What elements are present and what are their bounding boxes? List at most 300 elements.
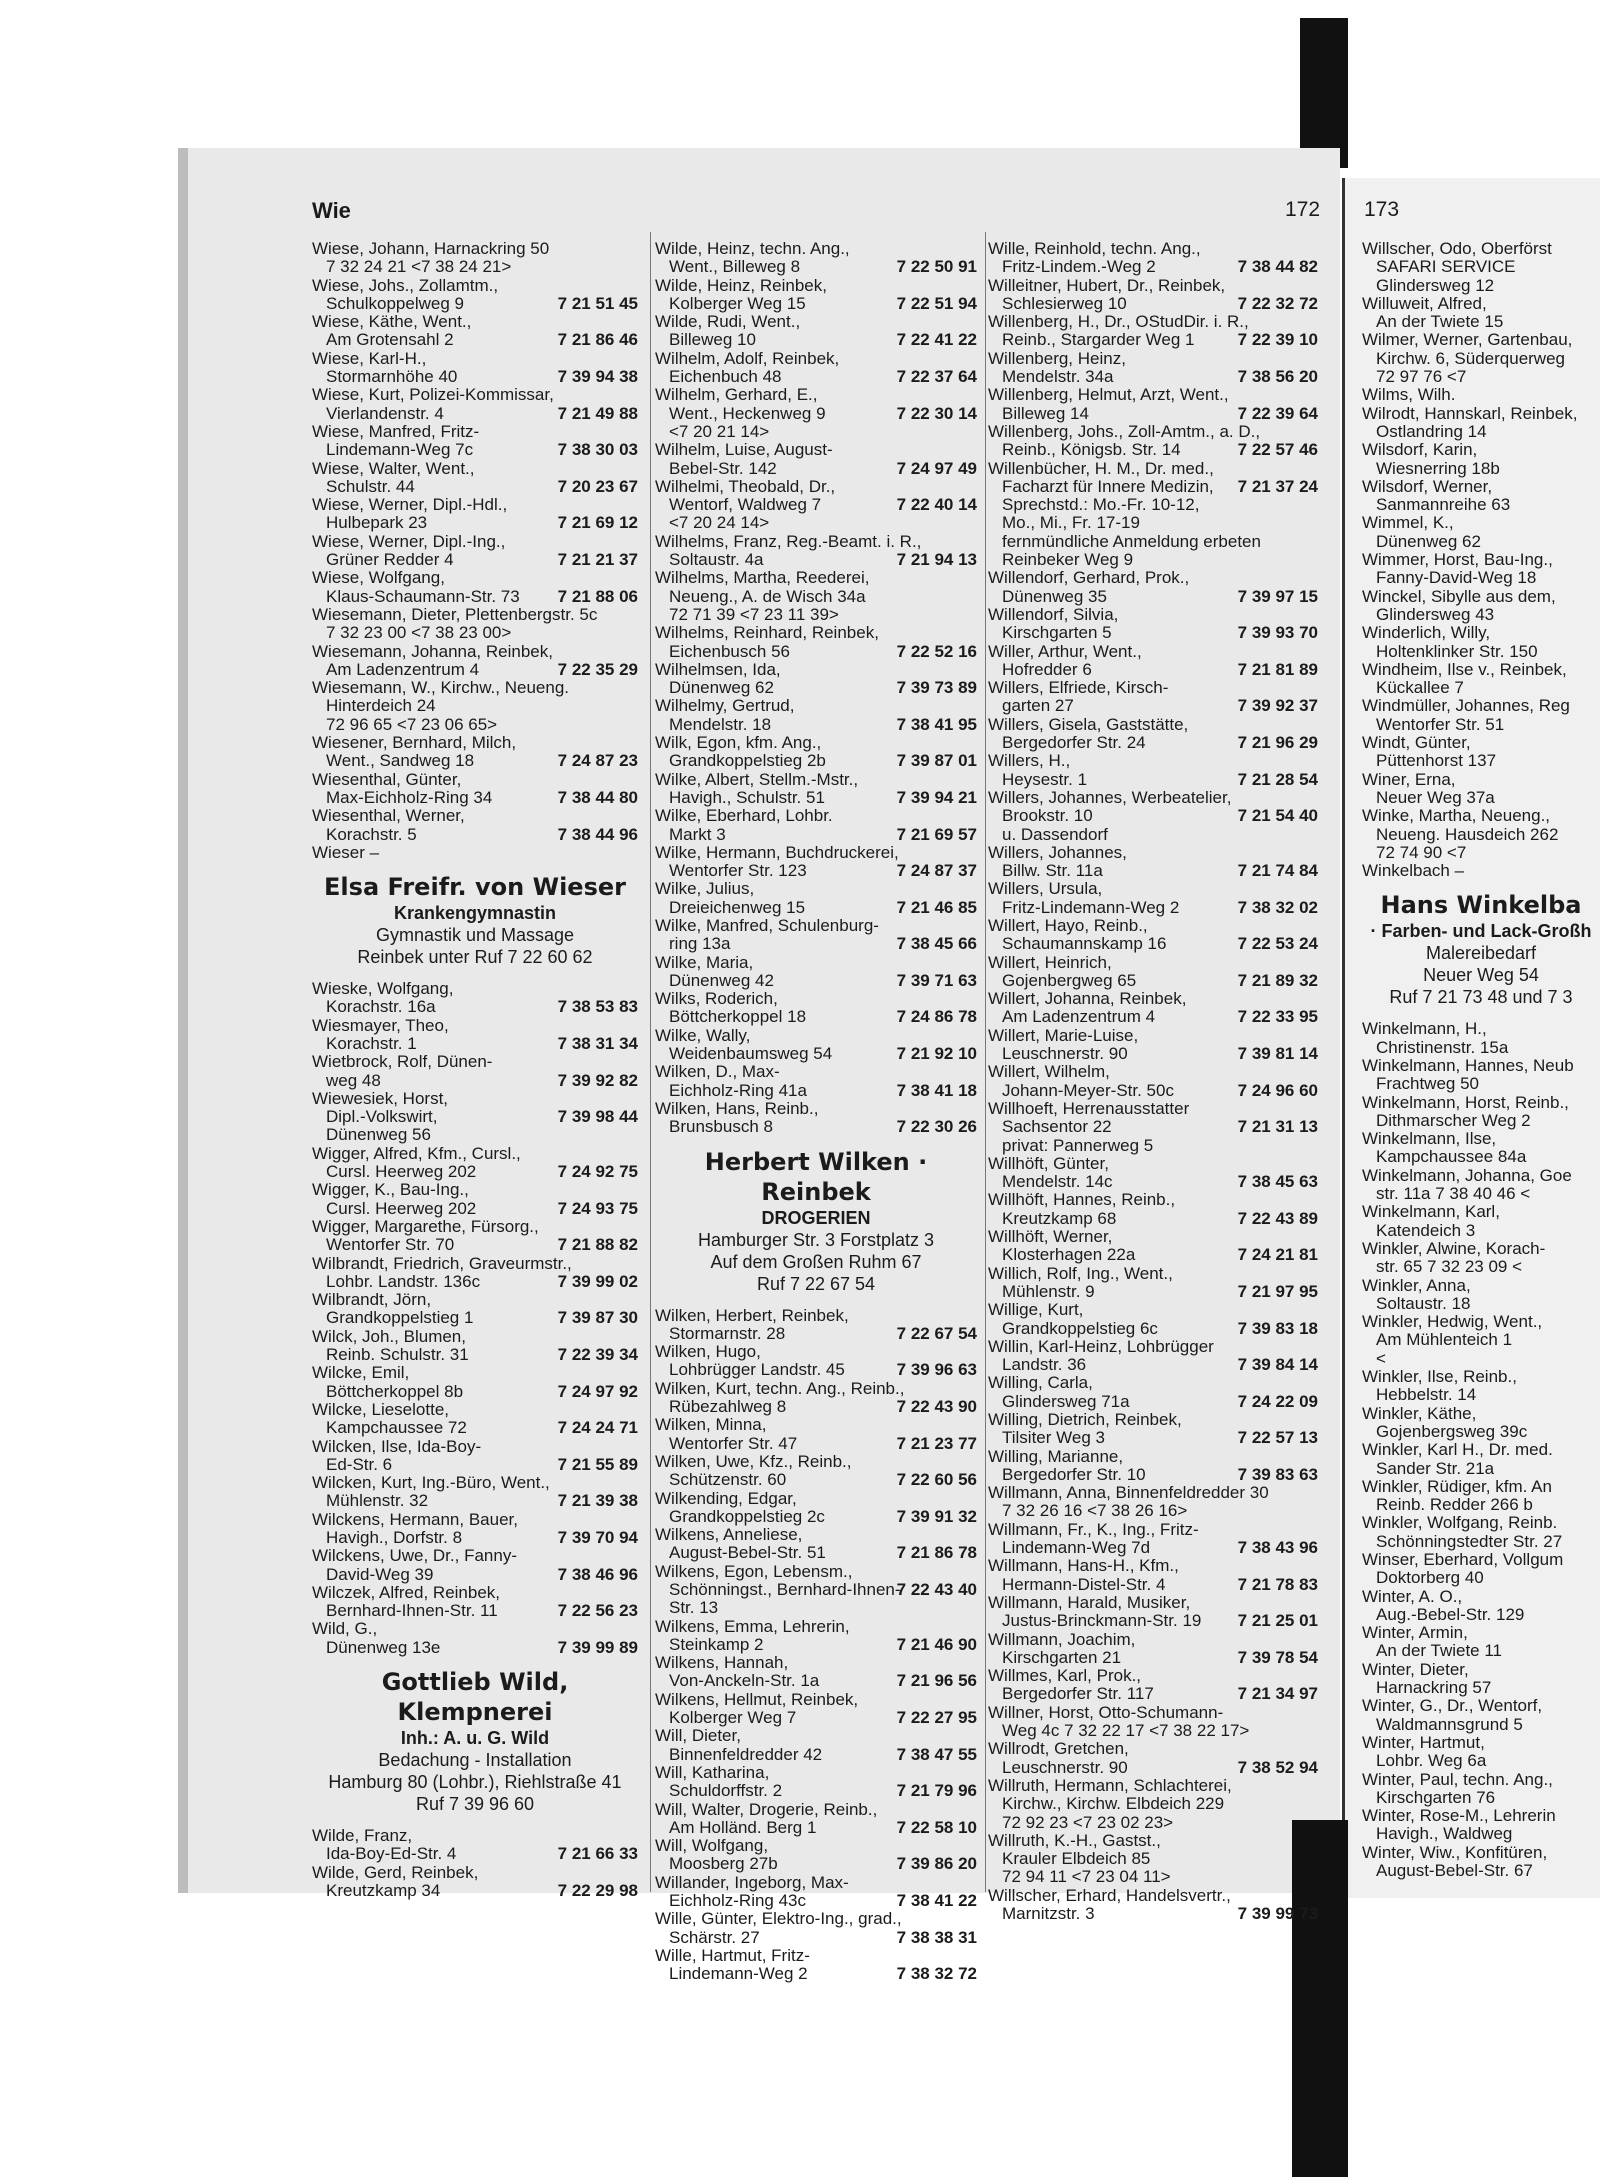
entry-name: Wieske, Wolfgang, (312, 979, 454, 999)
entry-name: Wilke, Manfred, Schulenburg- (655, 915, 879, 935)
entry-name: Wilmer, Werner, Gartenbau, (1362, 331, 1573, 350)
entry-address: Str. 13 (669, 1598, 719, 1618)
directory-entry (312, 569, 638, 606)
directory-entry (312, 423, 638, 460)
entry-address: Wentorfer Str. 123 (669, 861, 807, 881)
phone-number: 7 22 29 98 (557, 1880, 638, 1900)
directory-entry (312, 734, 638, 771)
entry-name: Willner, Horst, Otto-Schumann- (988, 1702, 1224, 1722)
directory-entry (312, 1511, 638, 1548)
entry-address: Frachtweg 50 (1376, 1074, 1479, 1094)
entry-address: Ed-Str. 6 (326, 1454, 393, 1474)
entry-name: Wilde, Franz, (312, 1826, 413, 1846)
phone-number: 7 38 32 02 (1237, 897, 1318, 917)
entry-address: Dreieichenweg 15 (669, 897, 806, 917)
directory-entry (1362, 1551, 1600, 1588)
entry-address: 72 94 11 <7 23 04 11> (1002, 1867, 1171, 1887)
entry-name: Winter, Armin, (1362, 1624, 1468, 1643)
phone-number: 7 22 57 13 (1237, 1428, 1318, 1448)
phone-number: 7 21 66 33 (557, 1844, 638, 1864)
phone-number: 7 21 88 06 (557, 586, 638, 606)
entry-address: 7 32 26 16 <7 38 26 16> (1002, 1501, 1188, 1521)
directory-entry (1362, 1807, 1600, 1844)
phone-number: 7 22 50 91 (896, 257, 977, 277)
entry-address: Mo., Mi., Fr. 17-19 (1002, 513, 1140, 533)
directory-entry (312, 1474, 638, 1511)
phone-number: 7 38 47 55 (896, 1744, 977, 1764)
entry-name: Wilhelmsen, Ida, (655, 659, 781, 679)
entry-name: Willige, Kurt, (988, 1300, 1084, 1320)
entry-address: Vierlandenstr. 4 (326, 403, 444, 423)
entry-name: Winkelmann, Karl, (1362, 1203, 1500, 1222)
directory-entry (988, 1027, 1318, 1064)
directory-entry (655, 1691, 977, 1728)
directory-entry (312, 1053, 638, 1090)
entry-name: Willert, Wilhelm, (988, 1062, 1110, 1082)
entry-address: Fritz-Lindemann-Weg 2 (1002, 897, 1180, 917)
entry-name: Winkler, Wolfgang, Reinb. (1362, 1514, 1558, 1533)
entry-name: Wilken, D., Max- (655, 1062, 780, 1082)
directory-entry (312, 1401, 638, 1438)
advertisement-line: Herbert Wilken · Reinbek (704, 1147, 928, 1206)
advertisement-line: DROGERIEN (761, 1207, 871, 1228)
entry-address: 72 96 65 <7 23 06 65> (326, 714, 498, 734)
entry-address: privat: Pannerweg 5 (1002, 1135, 1154, 1155)
entry-address: Gojenbergsweg 39c (1376, 1421, 1528, 1441)
entry-name: Wilke, Julius, (655, 879, 755, 899)
phone-number: 7 24 92 75 (557, 1162, 638, 1182)
entry-name: Wilken, Minna, (655, 1415, 767, 1435)
entry-name: Wilck, Joh., Blumen, (312, 1326, 466, 1346)
entry-name: Willhoeft, Herrenausstatter (988, 1098, 1190, 1118)
directory-entry (988, 460, 1318, 570)
phone-number: 7 24 87 23 (557, 751, 638, 771)
entry-name: Winkler, Ilse, Reinb., (1362, 1368, 1517, 1387)
directory-entry (1362, 1844, 1600, 1881)
directory-entry (988, 1265, 1318, 1302)
directory-entry (312, 844, 638, 862)
entry-address: Fanny-David-Weg 18 (1376, 568, 1537, 588)
entry-address: August-Bebel-Str. 67 (1376, 1861, 1533, 1881)
phone-number: 7 39 83 63 (1237, 1464, 1318, 1484)
directory-entry (988, 990, 1318, 1027)
phone-number: 7 22 53 24 (1237, 934, 1318, 954)
entry-address: An der Twiete 11 (1376, 1641, 1503, 1661)
entry-address: SAFARI SERVICE (1376, 257, 1516, 277)
entry-address: Gojenbergweg 65 (1002, 970, 1137, 990)
advertisement-line: Gottlieb Wild, Klempnerei (381, 1668, 569, 1727)
entry-name: Willenbücher, H. M., Dr. med., (988, 458, 1214, 478)
entry-address: Eichholz-Ring 41a (669, 1080, 807, 1100)
entry-name: Willich, Rolf, Ing., Went., (988, 1263, 1173, 1283)
entry-address: Dünenweg 56 (326, 1125, 431, 1145)
phone-number: 7 39 97 15 (1237, 586, 1318, 606)
entry-name: Willers, Johannes, Werbeatelier, (988, 787, 1232, 807)
entry-name: Winter, Wiw., Konfitüren, (1362, 1843, 1548, 1862)
entry-address: Kückallee 7 (1376, 678, 1464, 698)
directory-entry (312, 1864, 638, 1901)
entry-name: Wiese, Werner, Dipl.-Hdl., (312, 495, 508, 515)
entry-address: <7 20 24 14> (669, 513, 770, 533)
entry-name: Willscher, Odo, Oberförst (1362, 240, 1552, 258)
entry-name: Wilkending, Edgar, (655, 1488, 797, 1508)
entry-address: Püttenhorst 137 (1376, 751, 1497, 771)
entry-address: Lindemann-Weg 7c (326, 440, 474, 460)
phone-number: 7 22 43 90 (896, 1397, 977, 1417)
entry-name: Wilkens, Emma, Lehrerin, (655, 1616, 850, 1636)
directory-entry (655, 1453, 977, 1490)
entry-name: Willenberg, Helmut, Arzt, Went., (988, 385, 1229, 405)
entry-address: Schaumannskamp 16 (1002, 934, 1167, 954)
entry-name: Will, Walter, Drogerie, Reinb., (655, 1799, 878, 1819)
directory-entry (988, 1063, 1318, 1100)
directory-entry (988, 679, 1318, 716)
entry-name: Wilken, Hugo, (655, 1342, 761, 1362)
phone-number: 7 21 28 54 (1237, 769, 1318, 789)
directory-entry (312, 277, 638, 314)
entry-address: Mühlenstr. 9 (1002, 1281, 1095, 1301)
directory-entry (312, 807, 638, 844)
directory-entry (312, 1364, 638, 1401)
entry-address: Wiesnerring 18b (1376, 458, 1500, 478)
phone-number: 7 22 43 40 (896, 1580, 977, 1599)
entry-name: Willers, H., (988, 751, 1071, 771)
phone-number: 7 21 54 40 (1237, 806, 1318, 826)
entry-name: Willers, Elfriede, Kirsch- (988, 678, 1169, 698)
entry-address: Von-Anckeln-Str. 1a (669, 1671, 820, 1691)
phone-number: 7 22 67 54 (896, 1323, 977, 1343)
entry-address: Glindersweg 71a (1002, 1391, 1130, 1411)
entry-address: Lindemann-Weg 2 (669, 1964, 808, 1984)
phone-number: 7 24 24 71 (557, 1418, 638, 1438)
entry-name: Wilms, Wilh. (1362, 386, 1456, 405)
entry-address: Dünenweg 62 (669, 678, 774, 698)
phone-number: 7 21 94 13 (896, 550, 977, 570)
entry-name: Wiese, Wolfgang, (312, 568, 445, 588)
directory-entry (1362, 1057, 1600, 1094)
directory-entry (1362, 331, 1600, 386)
phone-number: 7 24 86 78 (896, 1007, 977, 1027)
entry-name: Wille, Reinhold, techn. Ang., (988, 239, 1201, 258)
directory-entry (1362, 588, 1600, 625)
directory-entry (655, 1727, 977, 1764)
entry-name: Winkelbach – (1362, 862, 1465, 881)
entry-name: Wilckens, Hermann, Bauer, (312, 1509, 518, 1529)
entry-name: Wille, Günter, Elektro-Ing., grad., (655, 1909, 902, 1929)
entry-name: Winkler, Rüdiger, kfm. An (1362, 1477, 1552, 1496)
phone-number: 7 24 96 60 (1237, 1080, 1318, 1100)
directory-entry (312, 1438, 638, 1475)
entry-name: Winkler, Anna, (1362, 1276, 1471, 1295)
entry-name: Wilken, Herbert, Reinbek, (655, 1305, 849, 1325)
phone-number: 7 21 37 24 (1237, 476, 1318, 496)
entry-address: Wentorfer Str. 51 (1376, 714, 1505, 734)
entry-address: Havigh., Schulstr. 51 (669, 787, 825, 807)
entry-address: Hulbepark 23 (326, 513, 428, 533)
entry-name: Wilde, Gerd, Reinbek, (312, 1862, 479, 1882)
entry-address: Marnitzstr. 3 (1002, 1904, 1095, 1924)
entry-address: Katendeich 3 (1376, 1220, 1476, 1240)
entry-address: Korachstr. 1 (326, 1033, 417, 1053)
directory-entry (988, 606, 1318, 643)
entry-address: Mendelstr. 14c (1002, 1172, 1113, 1192)
entry-name: Willmann, Harald, Musiker, (988, 1592, 1191, 1612)
entry-address: Dünenweg 13e (326, 1637, 441, 1657)
directory-entry (655, 240, 977, 277)
directory-entry (312, 1218, 638, 1255)
phone-number: 7 24 97 92 (557, 1381, 638, 1401)
entry-address: Bernhard-Ihnen-Str. 11 (326, 1601, 498, 1621)
entry-name: Willhöft, Hannes, Reinb., (988, 1190, 1176, 1210)
directory-entry (655, 1801, 977, 1838)
entry-name: Will, Dieter, (655, 1726, 741, 1746)
entry-name: Wilcke, Lieselotte, (312, 1399, 449, 1419)
phone-number: 7 38 45 66 (896, 934, 977, 954)
phone-number: 7 21 23 77 (896, 1433, 977, 1453)
directory-entry (655, 1764, 977, 1801)
directory-entry (655, 807, 977, 844)
entry-address: Eichenbuch 48 (669, 367, 782, 387)
phone-number: 7 22 39 64 (1237, 403, 1318, 423)
entry-name: Wiesener, Bernhard, Milch, (312, 733, 517, 753)
directory-entry (655, 880, 977, 917)
phone-number: 7 21 31 13 (1237, 1117, 1318, 1137)
entry-address: 72 92 23 <7 23 02 23> (1002, 1812, 1174, 1832)
entry-address: Mendelstr. 34a (1002, 367, 1114, 387)
phone-number: 7 21 79 96 (896, 1781, 977, 1801)
entry-name: Willers, Gisela, Gaststätte, (988, 714, 1189, 734)
phone-number: 7 39 94 21 (896, 787, 977, 807)
advertisement-line: Ruf 7 21 73 48 und 7 3 (1389, 987, 1573, 1008)
directory-entry (655, 844, 977, 881)
entry-address: Eichholz-Ring 43c (669, 1891, 807, 1911)
phone-number: 7 38 43 96 (1237, 1538, 1318, 1558)
entry-name: Wilhelm, Gerhard, E., (655, 385, 818, 405)
directory-entry (988, 789, 1318, 844)
entry-name: Wiese, Kurt, Polizei-Kommissar, (312, 385, 554, 405)
directory-entry (655, 1654, 977, 1691)
directory-entry (1362, 862, 1600, 880)
advertisement-line: Malereibedarf (1425, 943, 1537, 964)
entry-address: Went., Billeweg 8 (669, 257, 801, 277)
directory-entry (655, 734, 977, 771)
entry-address: Fritz-Lindem.-Weg 2 (1002, 257, 1156, 277)
entry-address: Kampchaussee 72 (326, 1418, 467, 1438)
column-4 (1362, 240, 1600, 1880)
phone-number: 7 21 97 95 (1237, 1281, 1318, 1301)
phone-number: 7 21 25 01 (1237, 1611, 1318, 1631)
entry-name: Wilhelmy, Gertrud, (655, 696, 795, 716)
entry-address: Billeweg 10 (669, 330, 756, 350)
entry-address: Lohbr. Landstr. 136c (326, 1271, 481, 1291)
phone-number: 7 22 32 72 (1237, 293, 1318, 313)
directory-entry (312, 1584, 638, 1621)
directory-entry (988, 1740, 1318, 1777)
entry-name: Wilcken, Ilse, Ida-Boy- (312, 1436, 482, 1456)
entry-name: Willruth, K.-H., Gastst., (988, 1830, 1161, 1850)
directory-entry (1362, 661, 1600, 698)
directory-entry (1362, 771, 1600, 808)
directory-entry (1362, 1130, 1600, 1167)
directory-entry (655, 990, 977, 1027)
entry-address: ring 13a (669, 934, 731, 954)
entry-name: Winter, Rose-M., Lehrerin (1362, 1807, 1556, 1826)
phone-number: 7 22 56 23 (557, 1601, 638, 1621)
entry-address: Dithmarscher Weg 2 (1376, 1110, 1531, 1130)
entry-name: Winkelmann, Hannes, Neub (1362, 1056, 1574, 1075)
directory-entry (1362, 697, 1600, 734)
entry-name: Wilsdorf, Karin, (1362, 441, 1478, 460)
entry-name: Wilbrandt, Friedrich, Graveurmstr., (312, 1253, 572, 1273)
entry-address: Kreutzkamp 68 (1002, 1208, 1117, 1228)
phone-number: 7 38 41 95 (896, 714, 977, 734)
phone-number: 7 22 27 95 (896, 1708, 977, 1728)
entry-name: Wiese, Karl-H., (312, 348, 427, 368)
directory-entry (312, 643, 638, 680)
entry-name: Winkler, Käthe, (1362, 1404, 1477, 1423)
directory-entry (655, 1063, 977, 1100)
entry-address: Reinb. Redder 266 b (1376, 1495, 1533, 1515)
advertisement-line: Ruf 7 39 96 60 (415, 1794, 535, 1815)
page-number-right: 173 (1364, 198, 1400, 221)
directory-entry (1362, 1771, 1600, 1808)
directory-entry (1362, 1624, 1600, 1661)
entry-address: Reinb., Königsb. Str. 14 (1002, 440, 1181, 460)
phone-number: 7 22 57 46 (1237, 440, 1318, 460)
entry-address: Markt 3 (669, 824, 726, 844)
entry-address: Bergedorfer Str. 117 (1002, 1684, 1154, 1704)
phone-number: 7 21 69 12 (557, 513, 638, 533)
entry-name: Wilczek, Alfred, Reinbek, (312, 1582, 501, 1602)
directory-entry (988, 1667, 1318, 1704)
directory-entry (988, 1100, 1318, 1155)
directory-entry (1362, 1441, 1600, 1478)
entry-address: Weidenbaumsweg 54 (669, 1044, 833, 1064)
phone-number: 7 21 69 57 (896, 824, 977, 844)
phone-number: 7 39 83 18 (1237, 1318, 1318, 1338)
advertisement-box (312, 1667, 638, 1815)
entry-address: Am Grotensahl 2 (326, 330, 454, 350)
entry-address: Glindersweg 43 (1376, 604, 1495, 624)
entry-address: Heysestr. 1 (1002, 769, 1088, 789)
phone-number: 7 24 21 81 (1237, 1245, 1318, 1265)
directory-entry (1362, 405, 1600, 442)
entry-address: Wentorf, Waldweg 7 (669, 495, 822, 515)
entry-address: Doktorberg 40 (1376, 1568, 1484, 1588)
directory-entry (988, 1155, 1318, 1192)
entry-name: Windheim, Ilse v., Reinbek, (1362, 660, 1567, 679)
directory-entry (988, 386, 1318, 423)
entry-name: Wilkens, Egon, Lebensm., (655, 1561, 853, 1581)
entry-address: Steinkamp 2 (669, 1634, 764, 1654)
advertisement-line: Inh.: A. u. G. Wild (400, 1728, 550, 1749)
entry-name: Willenberg, H., Dr., OStudDir. i. R., (988, 312, 1249, 332)
directory-entry (1362, 1697, 1600, 1734)
entry-address: Kirschgarten 21 (1002, 1647, 1122, 1667)
directory-entry (1362, 624, 1600, 661)
entry-address: Reinbeker Weg 9 (1002, 550, 1134, 570)
directory-entry (655, 1563, 977, 1618)
advertisement-line: Hans Winkelba (1380, 891, 1582, 920)
entry-name: Wilhelm, Luise, August- (655, 440, 833, 460)
entry-name: Wilde, Heinz, Reinbek, (655, 275, 827, 295)
directory-entry (1362, 734, 1600, 771)
directory-entry (655, 917, 977, 954)
phone-number: 7 24 93 75 (557, 1198, 638, 1218)
directory-entry (988, 917, 1318, 954)
entry-address: str. 11a 7 38 40 46 < (1376, 1184, 1531, 1204)
entry-address: Harnackring 57 (1376, 1678, 1492, 1698)
entry-name: Willendorf, Gerhard, Prok., (988, 568, 1190, 588)
entry-address: Facharzt für Innere Medizin, (1002, 476, 1214, 496)
entry-name: Wilde, Heinz, techn. Ang., (655, 239, 850, 258)
entry-address: Havigh., Dorfstr. 8 (326, 1528, 463, 1547)
directory-entry (655, 478, 977, 533)
advertisement-line: Reinbek unter Ruf 7 22 60 62 (357, 947, 593, 968)
entry-address: Hofredder 6 (1002, 659, 1092, 679)
entry-address: An der Twiete 15 (1376, 312, 1504, 332)
directory-entry (1362, 1478, 1600, 1515)
directory-entry (988, 1191, 1318, 1228)
phone-number: 7 38 30 03 (557, 440, 638, 460)
entry-address: <7 20 21 14> (669, 421, 770, 441)
directory-entry (1362, 1588, 1600, 1625)
directory-entry (1362, 1734, 1600, 1771)
directory-entry (1362, 551, 1600, 588)
phone-number: 7 21 86 78 (896, 1543, 977, 1563)
directory-entry (988, 844, 1318, 881)
entry-address: Moosberg 27b (669, 1854, 778, 1874)
entry-name: Willing, Carla, (988, 1373, 1093, 1393)
entry-name: Wilhelms, Martha, Reederei, (655, 568, 870, 588)
directory-entry (1362, 386, 1600, 404)
phone-number: 7 38 41 22 (896, 1891, 977, 1911)
directory-entry (312, 1547, 638, 1584)
entry-address: Binnenfeldredder 42 (669, 1744, 823, 1764)
entry-name: Willers, Johannes, (988, 842, 1127, 862)
directory-entry (312, 1291, 638, 1328)
phone-number: 7 39 71 63 (896, 970, 977, 990)
entry-address: Aug.-Bebel-Str. 129 (1376, 1604, 1525, 1624)
entry-address: Waldmannsgrund 5 (1376, 1714, 1523, 1734)
directory-entry (655, 277, 977, 314)
phone-number: 7 21 92 10 (896, 1044, 977, 1064)
directory-entry (655, 954, 977, 991)
entry-address: Justus-Brinckmann-Str. 19 (1002, 1611, 1202, 1631)
entry-name: Wilrodt, Hannskarl, Reinbek, (1362, 404, 1578, 423)
entry-name: Wilks, Roderich, (655, 989, 778, 1009)
entry-name: Willmann, Hans-H., Kfm., (988, 1556, 1179, 1576)
entry-address: Billw. Str. 11a (1002, 861, 1103, 881)
directory-entry (1362, 1167, 1600, 1204)
directory-entry (988, 1832, 1318, 1887)
directory-entry (655, 1100, 977, 1137)
entry-address: Soltaustr. 18 (1376, 1293, 1471, 1313)
entry-address: Am Mühlenteich 1 (1376, 1330, 1513, 1350)
directory-entry (655, 661, 977, 698)
phone-number: 7 22 35 29 (557, 659, 638, 679)
phone-number: 7 21 55 89 (557, 1454, 638, 1474)
entry-address: Max-Eichholz-Ring 34 (326, 787, 493, 807)
entry-name: Wilkens, Anneliese, (655, 1525, 803, 1545)
phone-number: 7 21 34 97 (1237, 1684, 1318, 1704)
directory-entry (655, 1874, 977, 1911)
entry-address: Kirschgarten 76 (1376, 1787, 1496, 1807)
entry-address: Kirchw., Kirchw. Elbdeich 229 (1002, 1794, 1225, 1814)
entry-name: Wilke, Maria, (655, 952, 754, 972)
directory-entry (988, 277, 1318, 314)
entry-address: str. 65 7 32 23 09 < (1376, 1257, 1523, 1277)
